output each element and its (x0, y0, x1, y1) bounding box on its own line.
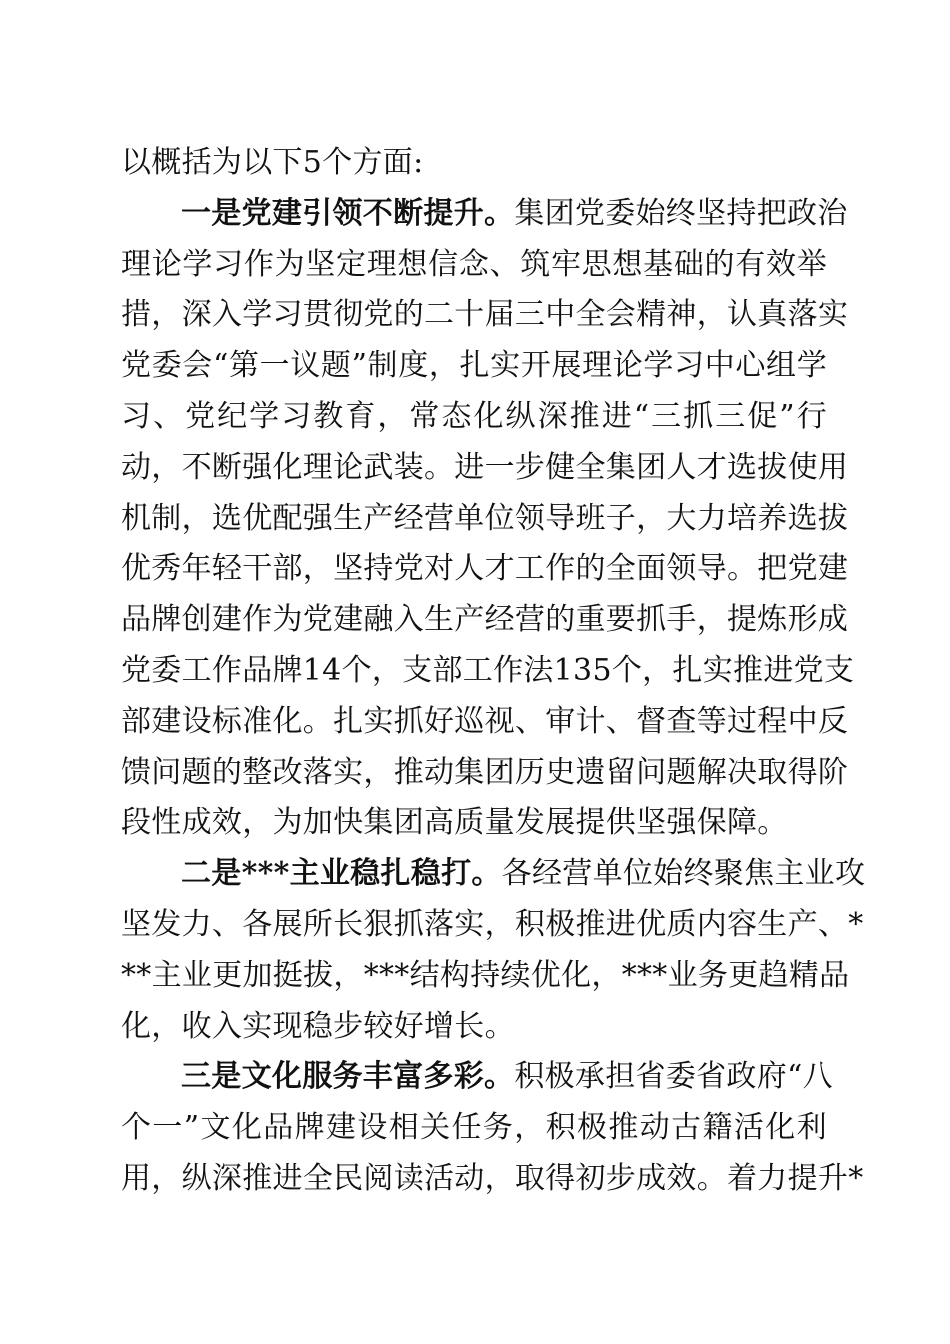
text-line: 理论学习作为坚定理想信念、筑牢思想基础的有效举 (121, 246, 827, 282)
text-line: 部建设标准化。扎实抓好巡视、审计、督查等过程中反 (121, 703, 849, 739)
text-line: 以概括为以下5个方面: (121, 145, 424, 180)
text-line: 用，纵深推进全民阅读活动，取得初步成效。着力提升* (121, 1160, 864, 1196)
text-line: 动，不断强化理论武装。进一步健全集团人才选拔使用 (121, 449, 849, 485)
section-lead: 三是文化服务丰富多彩。 (181, 1059, 515, 1095)
intro-paragraph (121, 138, 827, 189)
text-line: 机制，选优配强生产经营单位领导班子，大力培养选拔 (121, 500, 849, 536)
section-text: 积极承担省委省政府“八 (514, 1059, 833, 1095)
text-line: 坚发力、各展所长狠抓落实，积极推进优质内容生产、* (121, 906, 864, 942)
text-line: 党委会“第一议题”制度，扎实开展理论学习中心组学 (121, 348, 827, 384)
section-text: 各经营单位始终聚焦主业攻 (501, 856, 866, 892)
text-line: 优秀年轻干部，坚持党对人才工作的全面领导。把党建 (121, 551, 849, 587)
text-line: 个一”文化品牌建设相关任务，积极推动古籍活化利 (121, 1110, 827, 1146)
section-lead: 二是***主业稳扎稳打。 (181, 856, 502, 892)
text-line: 馈问题的整改落实，推动集团历史遗留问题解决取得阶 (121, 754, 849, 790)
text-line: 段性成效，为加快集团高质量发展提供坚强保障。 (121, 805, 788, 841)
text-line: 措，深入学习贯彻党的二十届三中全会精神，认真落实 (121, 297, 849, 333)
section-paragraph-cultural-services (121, 1052, 864, 1204)
text-line: 党委工作品牌14个，支部工作法135个，扎实推进党支 (121, 652, 855, 688)
section-paragraph-main-business (121, 849, 866, 1052)
text-line (121, 189, 848, 240)
section-lead: 一是党建引领不断提升。 (181, 195, 515, 231)
section-text: 集团党委始终坚持把政治 (514, 195, 848, 231)
section-paragraph-party-building (121, 189, 855, 849)
text-line (121, 1052, 833, 1103)
document-body (121, 138, 866, 1205)
text-line (121, 849, 866, 900)
text-line: **主业更加挺拔，***结构持续优化，***业务更趋精品 (121, 957, 850, 993)
text-line: 习、党纪学习教育，常态化纵深推进“三抓三促”行 (121, 398, 827, 434)
text-line: 品牌创建作为党建融入生产经营的重要抓手，提炼形成 (121, 602, 849, 638)
text-line: 化，收入实现稳步较好增长。 (121, 1008, 515, 1044)
